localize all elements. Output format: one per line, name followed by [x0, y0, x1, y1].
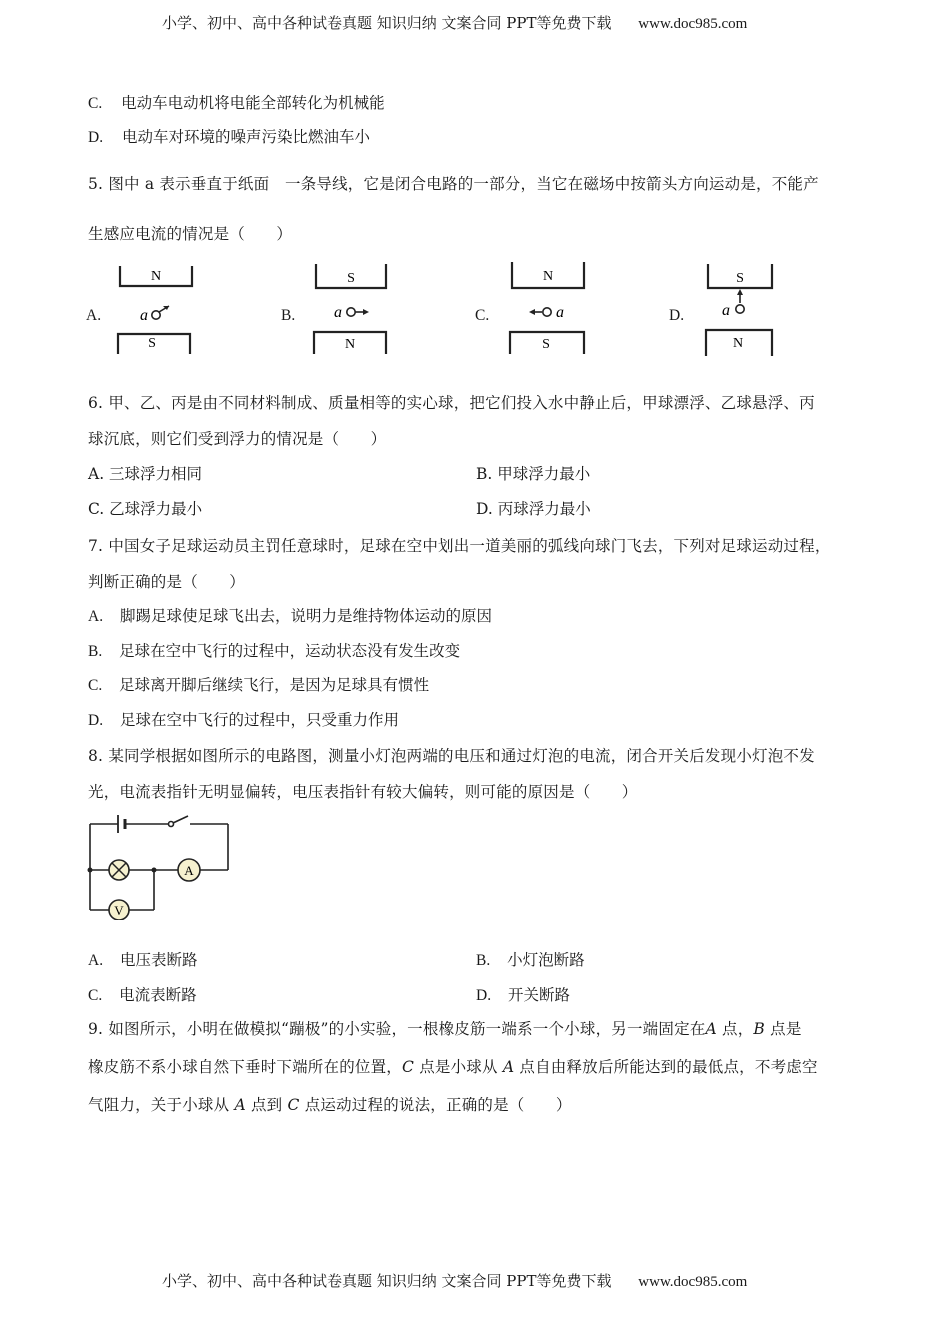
- magnet-top-pole: S: [347, 271, 355, 286]
- q8-option-a: A. 电压表断路: [88, 951, 198, 969]
- q5-stem-line2: 生感应电流的情况是（ ）: [88, 225, 293, 243]
- q8-option-c: C. 电流表断路: [88, 986, 197, 1004]
- wire-cross-section: [347, 308, 355, 316]
- q4-option-d: D. 电动车对环境的噪声污染比燃油车小: [88, 128, 371, 146]
- q5-figure-b: [306, 262, 396, 362]
- magnet-bottom-pole: N: [732, 336, 744, 351]
- header-url: www.doc985.com: [638, 16, 748, 32]
- magnet-top-pole: N: [542, 269, 554, 284]
- q9-stem-line2: 橡皮筋不系小球自然下垂时下端所在的位置，C 点是小球从 A 点自由释放后所能达到的最低点，不考虑空: [88, 1058, 818, 1076]
- voltmeter-symbol: [109, 900, 129, 920]
- q5-fig-a-label: A.: [86, 307, 102, 324]
- q6-stem-line2: 球沉底，则它们受到浮力的情况是（ ）: [88, 430, 387, 448]
- lamp-symbol: [109, 860, 129, 880]
- svg-text:V: V: [114, 903, 124, 918]
- switch-blade: [173, 816, 188, 823]
- q7-stem-line2: 判断正确的是（ ）: [88, 573, 246, 591]
- q7-option-c: C. 足球离开脚后继续飞行，是因为足球具有惯性: [88, 676, 430, 694]
- page-header: [162, 12, 747, 33]
- q5-figure-d: [698, 262, 788, 362]
- footer-text: 小学、初中、高中各种试卷真题 知识归纳 文案合同 PPT等免费下载: [162, 1272, 612, 1290]
- q8-option-d: D. 开关断路: [476, 986, 571, 1004]
- magnet-bottom-pole: S: [542, 337, 550, 352]
- q8-stem-line2: 光，电流表指针无明显偏转，电压表指针有较大偏转，则可能的原因是（ ）: [88, 783, 638, 801]
- q7-option-a: A. 脚踢足球使足球飞出去，说明力是维持物体运动的原因: [88, 607, 493, 625]
- q6-option-d: D. 丙球浮力最小: [476, 500, 591, 518]
- wire-label: a: [334, 304, 342, 321]
- q6-option-b: B. 甲球浮力最小: [476, 465, 591, 483]
- magnet-top-pole: N: [150, 269, 162, 284]
- svg-text:A: A: [184, 863, 194, 878]
- wire-cross-section: [736, 305, 744, 313]
- q8-option-b: B. 小灯泡断路: [476, 951, 585, 969]
- q9-stem-line3: 气阻力，关于小球从 A 点到 C 点运动过程的说法，正确的是（ ）: [88, 1096, 572, 1114]
- q6-option-c: C. 乙球浮力最小: [88, 500, 203, 518]
- wire-label: a: [722, 302, 730, 319]
- q8-circuit-diagram: [82, 810, 242, 920]
- header-text: 小学、初中、高中各种试卷真题 知识归纳 文案合同 PPT等免费下载: [162, 14, 612, 32]
- wire-label: a: [556, 304, 564, 321]
- q5-figure-c: [502, 258, 597, 358]
- q6-stem-line1: 6. 甲、乙、丙是由不同材料制成、质量相等的实心球，把它们投入水中静止后，甲球漂浮、乙球悬浮、丙: [88, 394, 815, 412]
- q5-fig-b-label: B.: [281, 307, 296, 324]
- q7-option-b: B. 足球在空中飞行的过程中，运动状态没有发生改变: [88, 642, 461, 660]
- q7-stem-line1: 7. 中国女子足球运动员主罚任意球时，足球在空中划出一道美丽的弧线向球门飞去，下列对足球运动过程，: [88, 537, 831, 555]
- magnet-bottom-pole: S: [148, 336, 156, 351]
- wire-cross-section: [543, 308, 551, 316]
- wire-label: a: [140, 307, 148, 324]
- wire-cross-section: [152, 311, 160, 319]
- q9-stem-line1: 9. 如图所示，小明在做模拟“蹦极”的小实验，一根橡皮筋一端系一个小球，另一端固定在A 点，B 点是: [88, 1020, 802, 1038]
- page-footer: [162, 1270, 747, 1291]
- q6-option-a: A. 三球浮力相同: [88, 465, 203, 483]
- q4-option-c: C. 电动车电动机将电能全部转化为机械能: [88, 94, 385, 112]
- q5-fig-c-label: C.: [475, 307, 490, 324]
- magnet-bottom-pole: N: [344, 337, 356, 352]
- ammeter-symbol: [178, 859, 200, 881]
- footer-url: www.doc985.com: [638, 1274, 748, 1290]
- q5-fig-d-label: D.: [669, 307, 685, 324]
- q5-figure-a: [110, 258, 200, 358]
- q8-stem-line1: 8. 某同学根据如图所示的电路图，测量小灯泡两端的电压和通过灯泡的电流，闭合开关后发现小灯泡不发: [88, 747, 815, 765]
- q5-stem-line1: 5. 图中 a 表示垂直于纸面 一条导线，它是闭合电路的一部分，当它在磁场中按箭头方向运动是，不能产: [88, 175, 819, 193]
- magnet-top-pole: S: [736, 271, 744, 286]
- q7-option-d: D. 足球在空中飞行的过程中，只受重力作用: [88, 711, 400, 729]
